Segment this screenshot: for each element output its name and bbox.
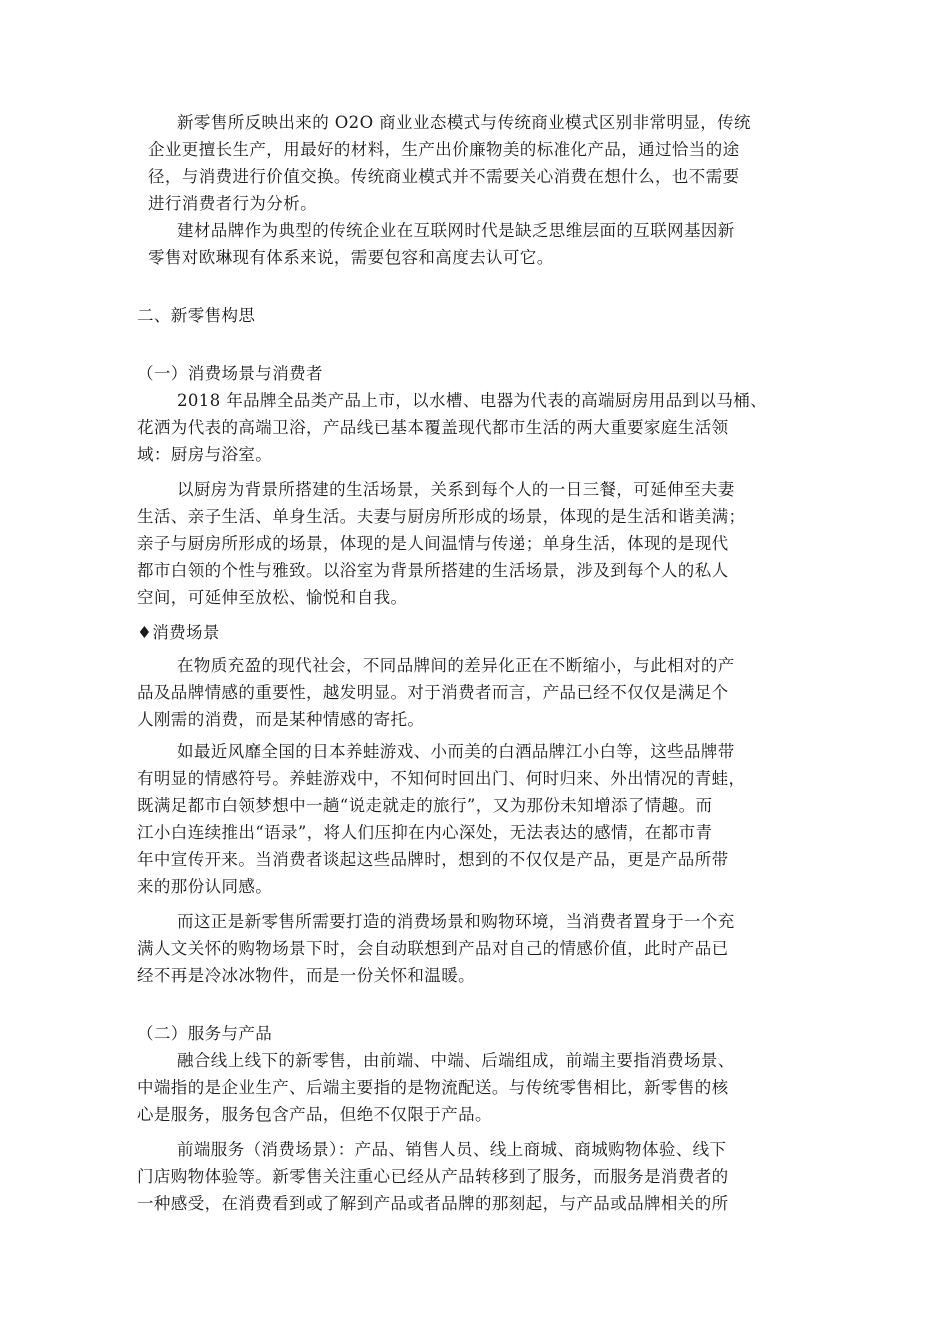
- sub1-paragraph-4-line-5: 年中宣传开来。当消费者谈起这些品牌时，想到的不仅仅是产品，更是产品所带: [137, 850, 729, 869]
- sub1-paragraph-4-line-1: 如最近风靡全国的日本养蛙游戏、小而美的白酒品牌江小白等，这些品牌带: [177, 742, 735, 761]
- sub1-paragraph-4-line-4: 江小白连续推出“语录”，将人们压抑在内心深处，无法表达的感情，在都市青: [137, 823, 713, 842]
- sub1-paragraph-5-line-3: 经不再是冷冰冰物件，而是一份关怀和温暖。: [137, 966, 475, 985]
- sub1-paragraph-3-line-2: 品及品牌情感的重要性，越发明显。对于消费者而言，产品已经不仅仅是满足个: [137, 683, 729, 702]
- subsection-2-heading: （二）服务与产品: [137, 1024, 273, 1043]
- intro-paragraph-1-line-4: 进行消费者行为分析。: [148, 194, 317, 213]
- sub1-paragraph-2-line-1: 以厨房为背景所搭建的生活场景，关系到每个人的一日三餐，可延伸至夫妻: [177, 480, 735, 499]
- sub1-paragraph-5-line-2: 满人文关怀的购物场景下时，会自动联想到产品对自己的情感价值，此时产品已: [137, 939, 729, 958]
- sub2-paragraph-2-line-1: 前端服务（消费场景）：产品、销售人员、线上商城、商城购物体验、线下: [177, 1140, 727, 1159]
- bullet-heading-consumption-scene: ♦消费场景: [137, 623, 220, 642]
- sub2-paragraph-1-line-1: 融合线上线下的新零售，由前端、中端、后端组成，前端主要指消费场景、: [177, 1051, 735, 1070]
- sub1-paragraph-4-line-6: 来的那份认同感。: [137, 877, 273, 896]
- sub2-paragraph-2-line-2: 门店购物体验等。新零售关注重心已经从产品转移到了服务，而服务是消费者的: [137, 1167, 729, 1186]
- sub2-paragraph-2-line-3: 一种感受，在消费看到或了解到产品或者品牌的那刻起，与产品或品牌相关的所: [137, 1194, 729, 1213]
- sub1-paragraph-2-line-3: 亲子与厨房所形成的场景，体现的是人间温情与传递；单身生活，体现的是现代: [137, 534, 729, 553]
- intro-paragraph-1-line-1: 新零售所反映出来的 O2O 商业业态模式与传统商业模式区别非常明显，传统: [177, 113, 751, 132]
- section-heading: 二、新零售构思: [137, 306, 256, 325]
- sub1-paragraph-4-line-3: 既满足都市白领梦想中一趟“说走就走的旅行”，又为那份未知增添了情趣。而: [137, 796, 713, 815]
- sub1-paragraph-5-line-1: 而这正是新零售所需要打造的消费场景和购物环境，当消费者置身于一个充: [177, 912, 735, 931]
- intro-paragraph-1-line-2: 企业更擅长生产，用最好的材料，生产出价廉物美的标准化产品，通过恰当的途: [148, 140, 740, 159]
- sub1-paragraph-2-line-5: 空间，可延伸至放松、愉悦和自我。: [137, 588, 408, 607]
- sub1-paragraph-4-line-2: 有明显的情感符号。养蛙游戏中，不知何时回出门、何时归来、外出情况的青蛙，: [137, 769, 746, 788]
- sub2-paragraph-1-line-2: 中端指的是企业生产、后端主要指的是物流配送。与传统零售相比，新零售的核: [137, 1078, 729, 1097]
- sub1-paragraph-2-line-2: 生活、亲子生活、单身生活。夫妻与厨房所形成的场景，体现的是生活和谐美满；: [137, 507, 746, 526]
- sub1-paragraph-1-line-3: 域：厨房与浴室。: [137, 445, 273, 464]
- intro-paragraph-1-line-3: 径，与消费进行价值交换。传统商业模式并不需要关心消费在想什么，也不需要: [148, 167, 740, 186]
- subsection-1-heading: （一）消费场景与消费者: [137, 364, 323, 383]
- sub1-paragraph-1-line-2: 花洒为代表的高端卫浴，产品线已基本覆盖现代都市生活的两大重要家庭生活领: [137, 418, 729, 437]
- sub1-paragraph-1-line-1: 2018 年品牌全品类产品上市，以水槽、电器为代表的高端厨房用品到以马桶、: [177, 391, 768, 410]
- sub2-paragraph-1-line-3: 心是服务，服务包含产品，但绝不仅限于产品。: [137, 1105, 492, 1124]
- intro-paragraph-2-line-2: 零售对欧琳现有体系来说，需要包容和高度去认可它。: [148, 248, 554, 267]
- sub1-paragraph-3-line-1: 在物质充盈的现代社会，不同品牌间的差异化正在不断缩小，与此相对的产: [177, 656, 735, 675]
- sub1-paragraph-3-line-3: 人刚需的消费，而是某种情感的寄托。: [137, 710, 425, 729]
- intro-paragraph-2-line-1: 建材品牌作为典型的传统企业在互联网时代是缺乏思维层面的互联网基因新: [177, 221, 735, 240]
- sub1-paragraph-2-line-4: 都市白领的个性与雅致。以浴室为背景所搭建的生活场景，涉及到每个人的私人: [137, 561, 729, 580]
